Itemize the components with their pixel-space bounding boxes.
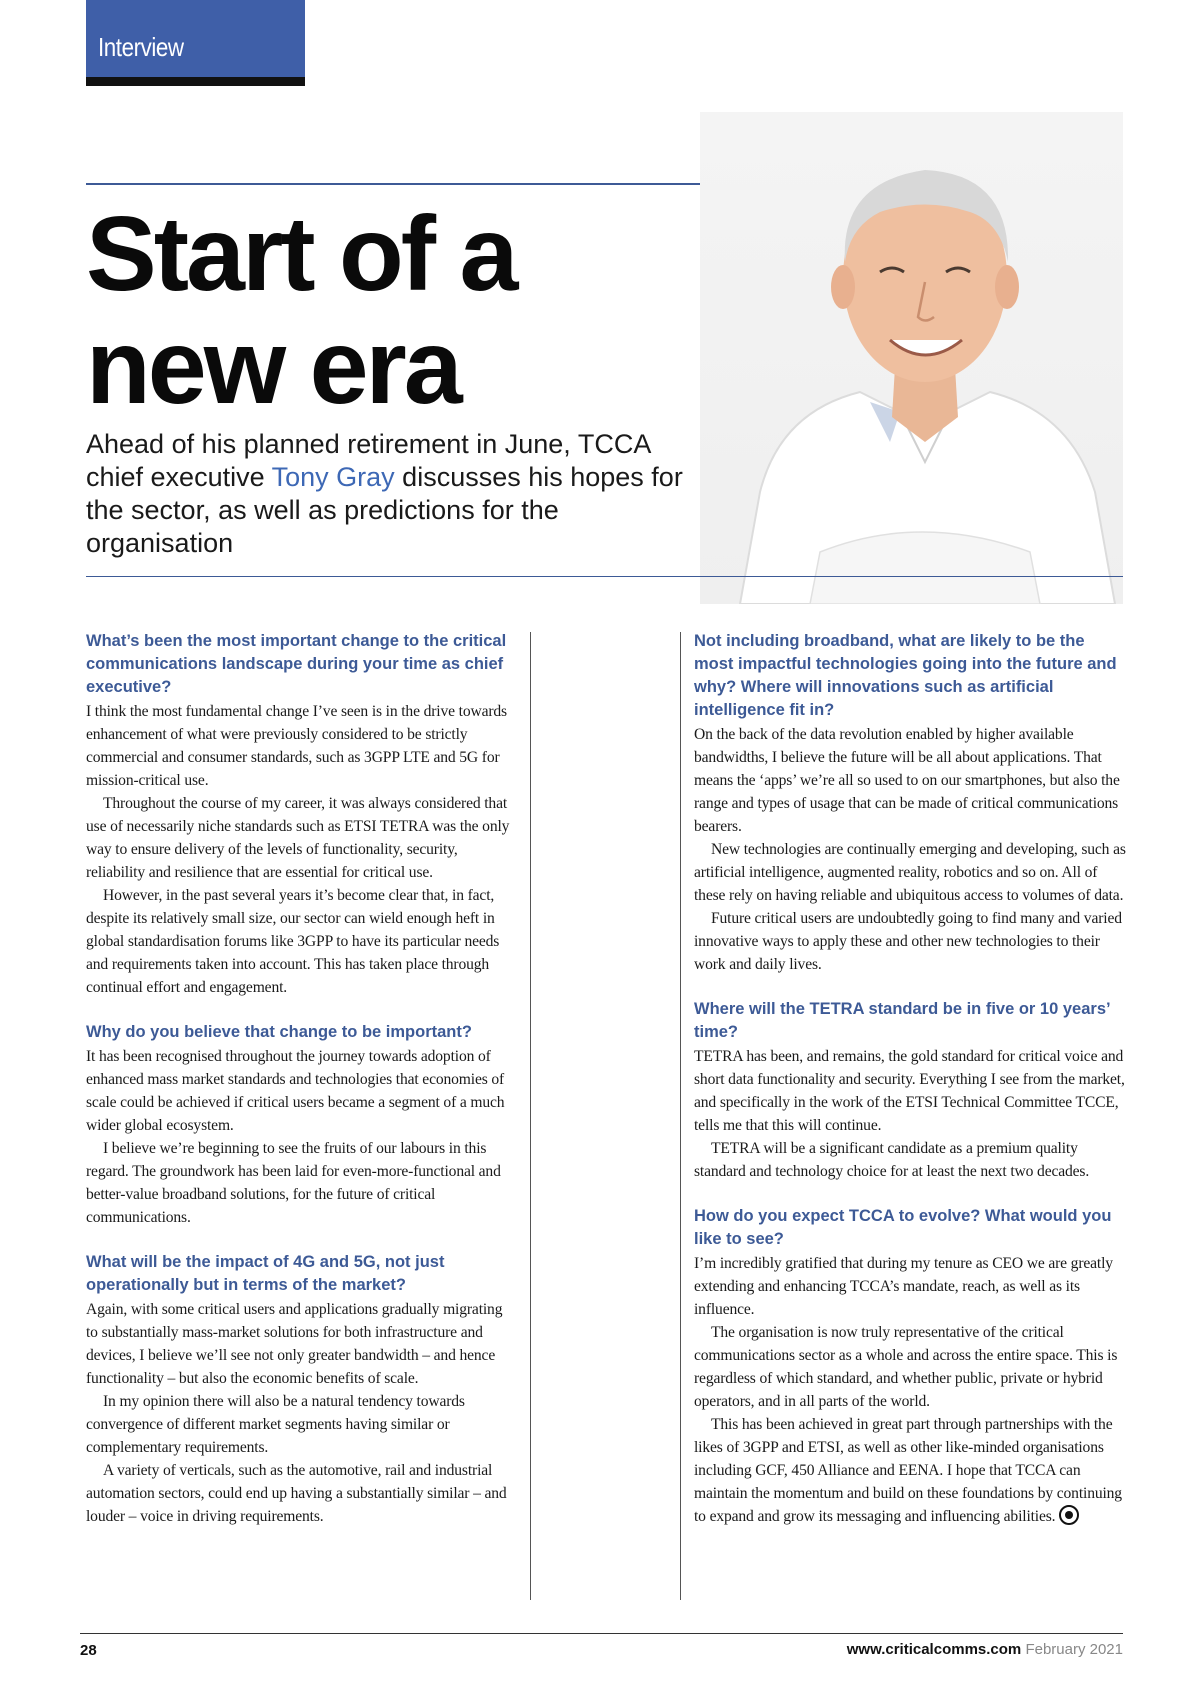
end-mark-icon	[1059, 1505, 1079, 1525]
column-divider-left	[530, 632, 531, 1600]
answer-paragraph: It has been recognised throughout the journey towards adoption of enhanced mass market standards and technologies that economies of scale could be achieved if critical users became a segment of a much wider global ecosystem.	[86, 1048, 505, 1134]
answer-paragraph: Again, with some critical users and applications gradually migrating to substantially mass-market solutions for both infrastructure and devices, I believe we’ll see not only greater bandwidth – and hence functionality – but also the economic benefits of scale.	[86, 1301, 503, 1387]
answer-paragraph: New technologies are continually emerging and developing, such as artificial intelligence, augmented reality, robotics and so on. All of these rely on having reliable and ubiquitous access to volumes of data.	[694, 841, 1126, 904]
website-url: www.criticalcomms.com	[846, 1641, 1022, 1658]
answer-paragraph: Future critical users are undoubtedly going to find many and varied innovative ways to apply these and other new technologies to their work and daily lives.	[694, 910, 1122, 973]
footer-rule	[80, 1633, 1123, 1634]
answer-paragraph	[694, 1413, 1128, 1528]
answer-paragraph: On the back of the data revolution enabled by higher available bandwidths, I believe the future will be all about applications. That means the ‘apps’ we’re all so used to on our smartphones, but also the range and types of usage that can be made of critical communications bearers.	[694, 726, 1120, 835]
standfirst-lead: Ahead of his planned retirement in June, TCCA chief executive	[86, 429, 650, 492]
question: How do you expect TCCA to evolve? What would you like to see?	[694, 1207, 1112, 1248]
footer-info	[847, 1641, 1123, 1658]
section-tab	[86, 0, 305, 86]
question: What will be the impact of 4G and 5G, not just operationally but in terms of the market?	[86, 1253, 445, 1294]
left-column	[86, 630, 516, 1528]
section-label: Interview	[98, 32, 184, 62]
page-number: 28	[80, 1642, 97, 1659]
answer-paragraph: Throughout the course of my career, it was always considered that use of necessarily niche standards such as ETSI TETRA was the only way to ensure delivery of the levels of functionality, security, reliability and resilience that are essential for critical use.	[86, 795, 510, 881]
standfirst	[86, 428, 686, 560]
answer-final-text: This has been achieved in great part through partnerships with the likes of 3GPP and ETSI, as well as other like-minded organisations including GCF, 450 Alliance and EENA. I hope that TCCA can maintain the momentum and build on these foundations by continuing to expand and grow its messaging and influencing abilities.	[694, 1416, 1122, 1525]
standfirst-tail: discusses his hopes for the sector, as well as predictions for the organisation	[86, 462, 683, 558]
answer-paragraph: The organisation is now truly representative of the critical communications sector as a whole and across the entire space. This is regardless of which standard, and whether public, private or hybrid operators, and in all parts of the world.	[694, 1324, 1118, 1410]
issue-date: February 2021	[1025, 1641, 1123, 1658]
question: Where will the TETRA standard be in five or 10 years’ time?	[694, 1000, 1110, 1041]
answer-paragraph: TETRA has been, and remains, the gold standard for critical voice and short data functionality and security. Everything I see from the market, and specifically in the work of the ETSI Technical Committee TCCE, tells me that this will continue.	[694, 1048, 1125, 1134]
headline	[86, 195, 516, 427]
answer-paragraph: A variety of verticals, such as the automotive, rail and industrial automation sectors, could end up having a substantially similar – and louder – voice in driving requirements.	[86, 1462, 507, 1525]
interviewee-name: Tony Gray	[271, 462, 395, 492]
headline-line-1: Start of a	[86, 195, 516, 313]
question: Not including broadband, what are likely to be the most impactful technologies going into the future and why? Where will innovations such as artificial intelligence fit in?	[694, 632, 1117, 719]
answer-paragraph: I’m incredibly gratified that during my tenure as CEO we are greatly extending and enhancing TCCA’s mandate, reach, as well as its influence.	[694, 1255, 1113, 1318]
portrait-photo	[700, 112, 1123, 604]
question: Why do you believe that change to be important?	[86, 1023, 472, 1041]
headline-line-2: new era	[86, 308, 460, 427]
answer-paragraph: TETRA will be a significant candidate as a premium quality standard and technology choice for at least the next two decades.	[694, 1140, 1090, 1180]
answer-paragraph: However, in the past several years it’s become clear that, in fact, despite its relatively small size, our sector can wield enough heft in global standardisation forums like 3GPP to have its particular needs and requirements taken into account. This has taken place through continual effort and engagement.	[86, 887, 500, 996]
answer-paragraph: I believe we’re beginning to see the fruits of our labours in this regard. The groundwork has been laid for even-more-functional and better-value broadband solutions, for the future of critical communications.	[86, 1140, 501, 1226]
column-divider-right	[680, 632, 681, 1600]
answer-paragraph: I think the most fundamental change I’ve seen is in the drive towards enhancement of what were previously considered to be strictly commercial and consumer standards, such as 3GPP LTE and 5G for mission-critical use.	[86, 703, 507, 789]
right-column	[694, 630, 1128, 1528]
answer-paragraph: In my opinion there will also be a natural tendency towards convergence of different market segments having similar or complementary requirements.	[86, 1393, 465, 1456]
portrait-illustration	[700, 112, 1123, 604]
question: What’s been the most important change to the critical communications landscape during your time as chief executive?	[86, 632, 507, 696]
standfirst-rule	[86, 576, 1123, 577]
